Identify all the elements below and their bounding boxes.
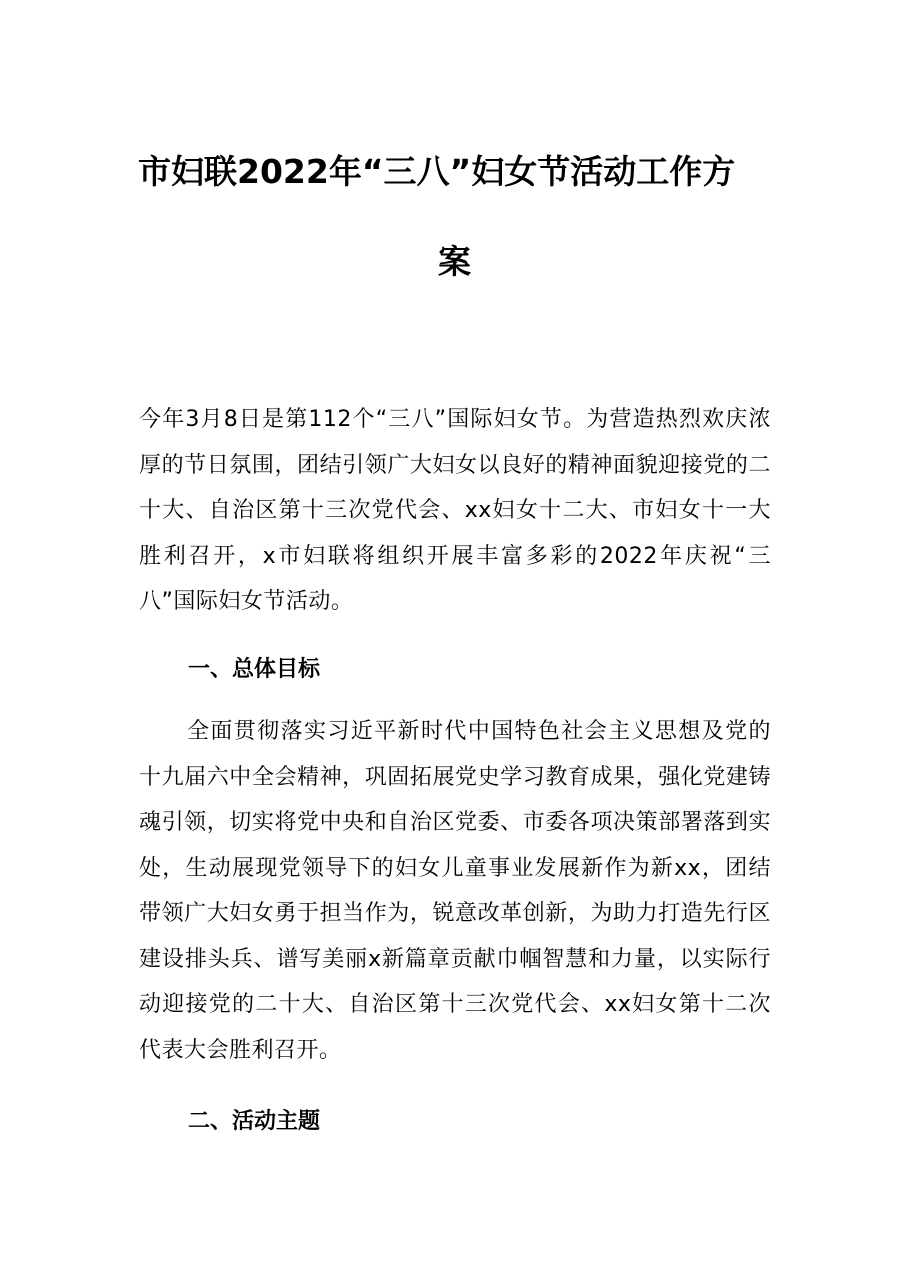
- section-heading-overall-goal: 一、总体目标: [188, 657, 321, 682]
- section-heading-activity-theme: 二、活动主题: [188, 1109, 321, 1134]
- intro-paragraph: 今年3月8日是第112个“三八”国际妇女节。为营造热烈欢庆浓厚的节日氛围，团结引领广大妇女以良好的精神面貌迎接党的二十大、自治区第十三次党代会、xx妇女十二大、市妇女十一大胜利召开，x市妇联将组织开展丰富多彩的2022年庆祝“三八”国际妇女节活动。: [139, 407, 771, 614]
- overall-goal-paragraph: 全面贯彻落实习近平新时代中国特色社会主义思想及党的十九届六中全会精神，巩固拓展党史学习教育成果，强化党建铸魂引领，切实将党中央和自治区党委、市委各项决策部署落到实处，生动展现党领导下的妇女儿童事业发展新作为新xx，团结带领广大妇女勇于担当作为，锐意改革创新，为助力打造先行区建设排头兵、谱写美丽x新篇章贡献巾帼智慧和力量，以实际行动迎接党的二十大、自治区第十三次党代会、xx妇女第十二次代表大会胜利召开。: [139, 719, 771, 1063]
- document-title-line1: 市妇联2022年“三八”妇女节活动工作方: [138, 152, 736, 191]
- document-title-line2: 案: [438, 242, 471, 281]
